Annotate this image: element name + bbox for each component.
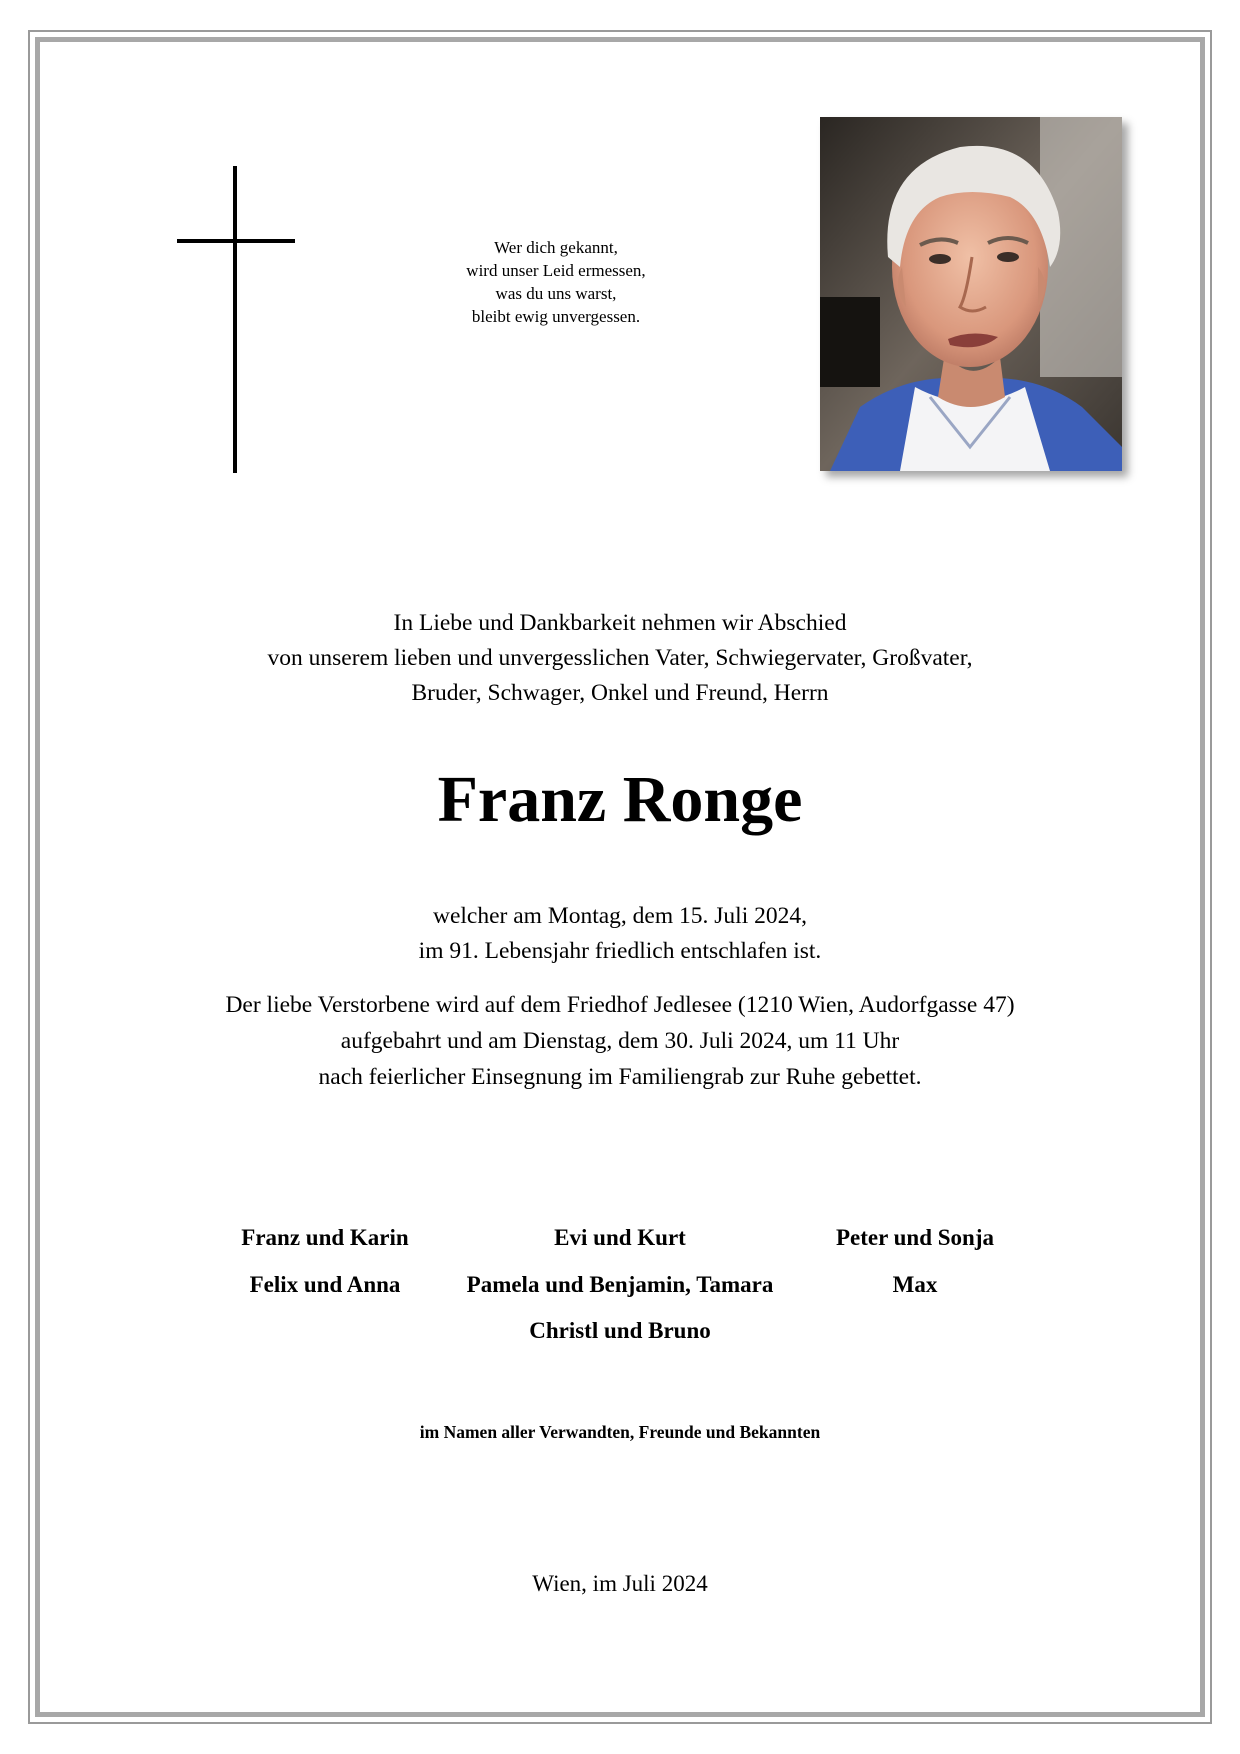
mourners-right-column	[800, 1215, 1030, 1308]
mourners-left-column	[210, 1215, 440, 1308]
portrait-illustration	[820, 117, 1122, 471]
death-notice	[120, 899, 1120, 969]
death-line: welcher am Montag, dem 15. Juli 2024,	[433, 903, 807, 929]
mourner-name: Evi und Kurt	[554, 1225, 686, 1250]
burial-line: aufgebahrt und am Dienstag, dem 30. Juli 2024, um 11 Uhr	[340, 1028, 900, 1054]
mourner-name: Peter und Sonja	[835, 1225, 995, 1250]
deceased-name: Franz Ronge	[437, 763, 803, 836]
poem-line: was du uns warst,	[495, 284, 617, 303]
poem-line: wird unser Leid ermessen,	[466, 261, 646, 280]
burial-line: nach feierlicher Einsegnung im Familiengrab zur Ruhe gebettet.	[318, 1064, 922, 1090]
cross-horizontal-bar	[177, 239, 295, 243]
mourner-name: Pamela und Benjamin, Tamara	[466, 1271, 774, 1297]
portrait-photo	[820, 117, 1122, 471]
relatives-line: im Namen aller Verwandten, Freunde und Bekannten	[419, 1422, 821, 1442]
mourners-center-column	[430, 1215, 810, 1355]
mourner-name: Franz und Karin	[241, 1225, 409, 1250]
intro-line: von unserem lieben und unvergesslichen Vater, Schwiegervater, Großvater,	[267, 645, 973, 671]
death-line: im 91. Lebensjahr friedlich entschlafen ist.	[418, 938, 822, 964]
farewell-intro	[120, 606, 1120, 711]
mourner-name: Christl und Bruno	[529, 1318, 711, 1343]
place-and-date: Wien, im Juli 2024	[532, 1571, 708, 1596]
poem-line: bleibt ewig unvergessen.	[471, 307, 641, 326]
burial-notice	[120, 987, 1120, 1095]
cross-vertical-bar	[233, 166, 237, 473]
intro-line: Bruder, Schwager, Onkel und Freund, Herrn	[411, 680, 829, 706]
mourner-name: Felix und Anna	[249, 1271, 401, 1297]
burial-line: Der liebe Verstorbene wird auf dem Friedhof Jedlesee (1210 Wien, Audorfgasse 47)	[225, 992, 1015, 1018]
memorial-poem	[420, 236, 692, 328]
poem-line: Wer dich gekannt,	[494, 238, 618, 257]
intro-line: In Liebe und Dankbarkeit nehmen wir Abschied	[393, 610, 847, 636]
mourner-name: Max	[892, 1271, 938, 1297]
